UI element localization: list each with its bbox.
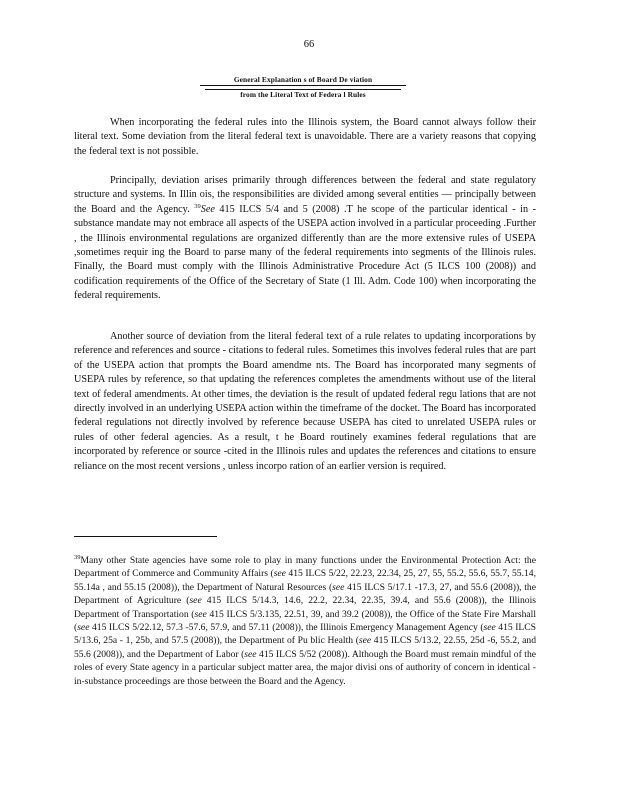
citation-signal: See [200,203,215,215]
citation-signal: see [332,581,345,593]
citation-signal: see [358,635,372,647]
footnote-text: 415 ILCS 5/52 (2008)). Although the Board must remain mindful of the roles of every State agency in a particular subject matter area, the major divisi ons of authority of concern in identical -in-substance proceedings are those between the Board and the Agency. [74,648,537,687]
footnote-divider [74,536,217,537]
paragraph-principal-deviation [74,174,536,304]
citation-signal: see [483,622,496,634]
footnote-marker: 39 [74,554,81,561]
citation-signal: see [244,648,257,660]
footnote-text: Many other State agencies have some role to play in many functions under the Environmental Protection Act: the Department of Commerce and Community Affairs ( [74,555,536,580]
paragraph-updating-incorporations: Another source of deviation from the literal federal text of a rule relates to updating incorporations by reference and references and source - citations to federal rules. Sometimes this involves federal rules that are part of the USEPA action that prompts the Board amendme nts. The Board has incorporated many segments of USEPA rules by reference, so that updating the references completes the amendments without use of the literal text of federal amendments. At other times, the deviation is the result of updated federal regu lations that are not directly involved in an underlying USEPA action within the timeframe of the docket. The Board has incorporated federal regulations not directly involved by reference because USEPA has cited to unrelated USEPA rules or rules of other federal agencies. As a result, t he Board routinely examines federal regulations that are incorporated by reference or source -cited in the Illinois rules and updates the references and citations to ensure reliance on the most recent versions , unless incorpo ration of an earlier version is required. [74,331,536,472]
footnote-text: 415 ILCS 5/22.12, 57.3 -57.6, 57.9, and 57.11 (2008)), the Illinois Emergency Management Agency ( [89,622,484,634]
footnote-text: 415 ILCS 5/13.6, 25a - 1, 25b, and 57.5 (2008)), the Department of Pu blic Health ( [74,622,536,647]
citation-signal: see [194,608,207,620]
footnote-text: 415 ILCS 5/13.2, 22.55, 25d -6, 55.2, and 55.6 (2008)), and the Department of Labor ( [74,635,537,660]
section-heading-line-2: from the Literal Text of Federa l Rules [205,89,401,100]
citation-signal: see [189,595,202,607]
section-heading-line-1: General Explanation s of Board De viation [200,74,406,86]
page-number: 66 [303,39,315,50]
paragraph-text: 415 ILCS 5/4 and 5 (2008) .T he scope of the particular identical - in - substance mandate may not embrace all aspects of the USEPA action involved in a particular proceeding .Further , the Illinois environmental regulations are organized differently than are the more extensive rules of USEPA ,sometimes requir ing the Board to parse many of the federal requirements into segments of the Illinois rules. Finally, the Board must comply with the Illinois Administrative Procedure Act (5 ILCS 100 (2008)) and codification requirements of the Office of the Secretary of State (1 Ill. Adm. Code 100) when incorporating the federal requirements. [74,203,536,302]
paragraph-text: Principally, deviation arises primarily through differences between the federal and state regulatory structure and systems. In Illin ois, the responsibilities are divided among several entities — principally between the Board and the Agency. [74,175,536,215]
footnote-reference: 39 [194,202,201,210]
citation-signal: see [273,568,286,580]
footnote-39 [74,554,536,688]
footnote-text: 415 ILCS 5/3.135, 22.51, 39, and 39.2 (2008)), the Office of the State Fire Marshall ( [74,608,537,634]
footnote-text: 415 ILCS 5/22, 22.23, 22.34, 25, 27, 55, 55.2, 55.6, 55.7, 55.14, 55.14a , and 55.15 (2008)), the Department of Natural Resources ( [74,568,536,593]
citation-signal: see [77,622,90,634]
footnote-text: 415 ILCS 5/14.3, 14.6, 22.2, 22.34, 22.35, 39.4, and 55.6 (2008)), the Illinois Department of Transportation ( [74,595,536,620]
paragraph-intro: When incorporating the federal rules into the Illinois system, the Board cannot always follow their literal text. Some deviation from the literal federal text is unavoidable. There are a variety reasons that copying the federal text is not possible. [74,117,536,157]
footnote-text: 415 ILCS 5/17.1 -17.3, 27, and 55.6 (2008)), the Department of Agriculture ( [74,581,536,607]
